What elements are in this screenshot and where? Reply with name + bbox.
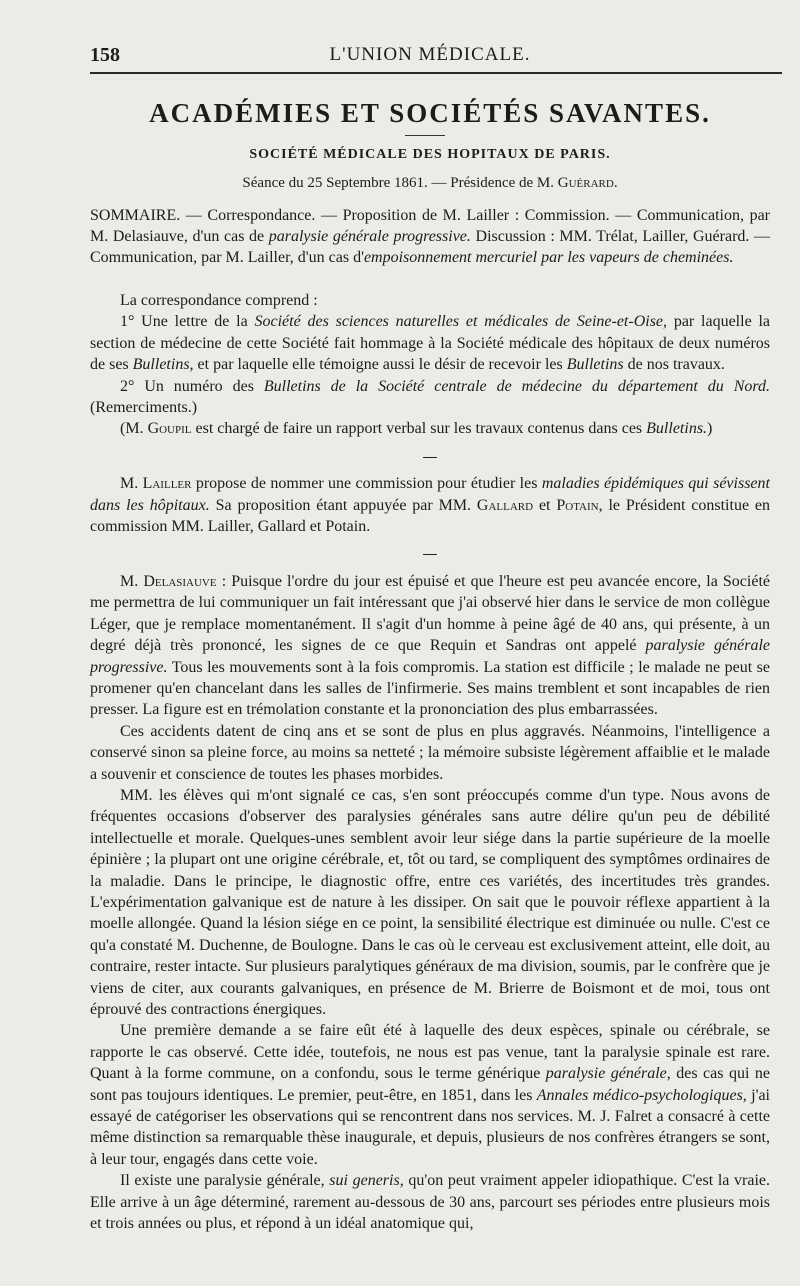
summary-label: SOMMAIRE. bbox=[90, 207, 181, 224]
society-heading: SOCIÉTÉ MÉDICALE DES HOPITAUX DE PARIS. bbox=[249, 147, 611, 162]
paragraph-demande bbox=[90, 1020, 770, 1170]
summary-em1: paralysie générale progressive. bbox=[268, 228, 471, 245]
p4-a: (M. bbox=[120, 420, 148, 438]
p4-c: ) bbox=[707, 420, 713, 438]
header-rule bbox=[90, 72, 782, 74]
p5-b: propose de nommer une commission pour étudier les bbox=[191, 475, 542, 493]
p5-d: et bbox=[533, 496, 557, 514]
p9-a: Une première demande a se faire eût été à laquelle des deux espèces, spinale ou cérébrale, se rapporte le cas observé. Cette idée, toutefois, ne nous est pas venue, tant la paralysie spinale est rare. Quant à la forme commune, on a confondu, sous le terme générique bbox=[90, 1022, 770, 1083]
summary-part1: — Correspondance. — Proposition de M. Lailler : Commission. — Communication, par M. Delasiauve, d'un cas de bbox=[90, 207, 770, 245]
session-line bbox=[90, 175, 770, 192]
separator bbox=[90, 543, 770, 564]
paragraph-letter bbox=[90, 311, 770, 375]
summary-part2: Discussion : MM. Trélat, Lailler, Guérard. — Communication, par M. Lailler, d'un cas d' bbox=[90, 228, 771, 266]
p6-sc1: Delasiauve bbox=[143, 572, 217, 590]
p5-c: Sa proposition étant appuyée par MM. bbox=[209, 496, 477, 514]
p10-a: Il existe une paralysie générale, bbox=[120, 1172, 330, 1190]
p5-e: , le Président constitue en commission MM. Lailler, Gallard et Potain. bbox=[90, 496, 771, 536]
p9-c: j'ai essayé de catégoriser les observations qui se rencontrent dans nos services. M. J. Falret a consacré à cette même distinction sa remarquable thèse inaugurale, et depuis, plusieurs de nos confrères étrangers se sont, à leur tour, engagés dans cette voie. bbox=[90, 1086, 771, 1168]
paragraph-delasiauve bbox=[90, 571, 770, 721]
p6-c: Tous les mouvements sont à la fois compromis. La station est difficile ; le malade ne peut se promener qu'en chancelant dans les salles de l'infirmerie. Ses mains tremblent et sont incapables de rien presser. La figure est en trémolation constante et la prononciation des plus embarrassées. bbox=[90, 658, 770, 719]
article-body bbox=[90, 290, 770, 1234]
p3-a: 2° Un numéro des bbox=[120, 377, 264, 395]
p6-a: M. bbox=[120, 572, 144, 590]
p9-em2: Annales médico-psychologiques, bbox=[536, 1086, 747, 1104]
p5-sc2: Gallard bbox=[476, 496, 534, 514]
paragraph-lailler bbox=[90, 473, 770, 537]
p5-sc3: Potain bbox=[556, 496, 599, 514]
p4-em1: Bulletins. bbox=[646, 420, 708, 438]
running-title: L'UNION MÉDICALE. bbox=[329, 44, 531, 65]
paragraph-idiopathique bbox=[90, 1170, 770, 1234]
p5-a: M. bbox=[120, 475, 143, 493]
p10-em1: sui generis, bbox=[329, 1172, 404, 1190]
paragraph-goupil bbox=[90, 418, 770, 439]
p4-sc1: Goupil bbox=[147, 420, 192, 438]
p2-d: de nos travaux. bbox=[623, 356, 725, 374]
summary bbox=[90, 205, 770, 268]
p6-b: : Puisque l'ordre du jour est épuisé et que l'heure est peu avancée encore, la Société me permettra de lui communiquer un fait intéressant que j'ai observé hier dans le service de mon collègue Léger, que je remplace momentanément. Il s'agit d'un homme à peine âgé de 40 ans, qui présente, à un degré déjà très prononcé, les signes de ce que Requin et Sandras ont appelé bbox=[90, 572, 770, 655]
paragraph-accidents: Ces accidents datent de cinq ans et se sont de plus en plus aggravés. Néanmoins, l'intelligence a conservé sinon sa pleine force, au moins sa netteté ; la mémoire subsiste légèrement affaiblie et le malade a souvenir et conscience de toutes les phases morbides. bbox=[90, 722, 770, 783]
section-title: ACADÉMIES ET SOCIÉTÉS SAVANTES. bbox=[149, 98, 711, 128]
paragraph-correspondence: La correspondance comprend : bbox=[120, 292, 318, 309]
p4-b: est chargé de faire un rapport verbal sur les travaux contenus dans ces bbox=[191, 420, 647, 438]
separator bbox=[90, 446, 770, 467]
p5-em1: maladies épidémiques qui sévissent dans les hôpitaux. bbox=[90, 475, 770, 514]
p6-em1: paralysie générale progressive. bbox=[90, 637, 770, 676]
p3-b: (Remerciments.) bbox=[90, 399, 198, 417]
p2-em2: Bulletins bbox=[132, 356, 190, 374]
page-number: 158 bbox=[90, 44, 120, 66]
paragraph-bulletin bbox=[90, 376, 770, 419]
p9-em1: paralysie générale, bbox=[545, 1065, 671, 1083]
p2-c: , et par laquelle elle témoigne aussi le désir de recevoir les bbox=[189, 356, 567, 374]
p2-em3: Bulletins bbox=[566, 356, 624, 374]
p2-em1: Société des sciences naturelles et médicales de Seine-et-Oise, bbox=[254, 313, 668, 331]
session-president: Guérard. bbox=[557, 175, 618, 191]
summary-em2: empoisonnement mercuriel par les vapeurs de cheminées. bbox=[363, 249, 734, 266]
p9-b: des cas qui ne sont pas toujours identiques. Le premier, peut-être, en 1851, dans les bbox=[90, 1065, 770, 1104]
paragraph-eleves: MM. les élèves qui m'ont signalé ce cas, s'en sont préoccupés comme d'un type. Nous avons de fréquentes occasions d'observer des paralysies générales sans autre délire qu'un peu de débilité intellectuelle et morale. Quelques-unes semblent avoir leur siége dans la partie supérieure de la moelle épinière ; la plupart ont une origine cérébrale, et, tôt ou tard, se compliquent des symptômes ordinaires de la maladie. Dans le principe, le diagnostic offre, entre ces variétés, des incertitudes très grandes. L'expérimentation galvanique est de nature à les dissiper. On sait que le pouvoir réflexe appartient à la moelle allongée. Quand la lésion siége en ce point, la sensibilité électrique est diminuée ou nulle. C'est ce qu'a constaté M. Duchenne, de Boulogne. Dans le cas où le cerveau est exclusivement atteint, elle doit, au contraire, rester intacte. Sur plusieurs paralytiques généraux de ma division, soumis, par le confrère que je viens de citer, aux courants galvaniques, en présence de M. Brierre de Boismont et de moi, tous ont éprouvé des contractions énergiques. bbox=[90, 786, 770, 1018]
title-rule bbox=[405, 135, 445, 136]
running-head bbox=[90, 44, 770, 70]
p10-b: qu'on peut vraiment appeler idiopathique. C'est la vraie. Elle arrive à un âge déterminé, rarement au-dessous de 30 ans, parcourt ses périodes entre plusieurs mois et trois années ou plus, et répond à un idéal anatomique qui, bbox=[90, 1172, 771, 1233]
p2-b: par laquelle la section de médecine de cette Société fait hommage à la Société médicale des hôpitaux de deux numéros de ses bbox=[90, 313, 771, 374]
p3-em1: Bulletins de la Société centrale de médecine du département du Nord. bbox=[263, 377, 770, 395]
p2-a: 1° Une lettre de la bbox=[120, 313, 255, 331]
session-text: Séance du 25 Septembre 1861. — Présidence de M. bbox=[242, 175, 558, 191]
p5-sc1: Lailler bbox=[142, 475, 192, 493]
